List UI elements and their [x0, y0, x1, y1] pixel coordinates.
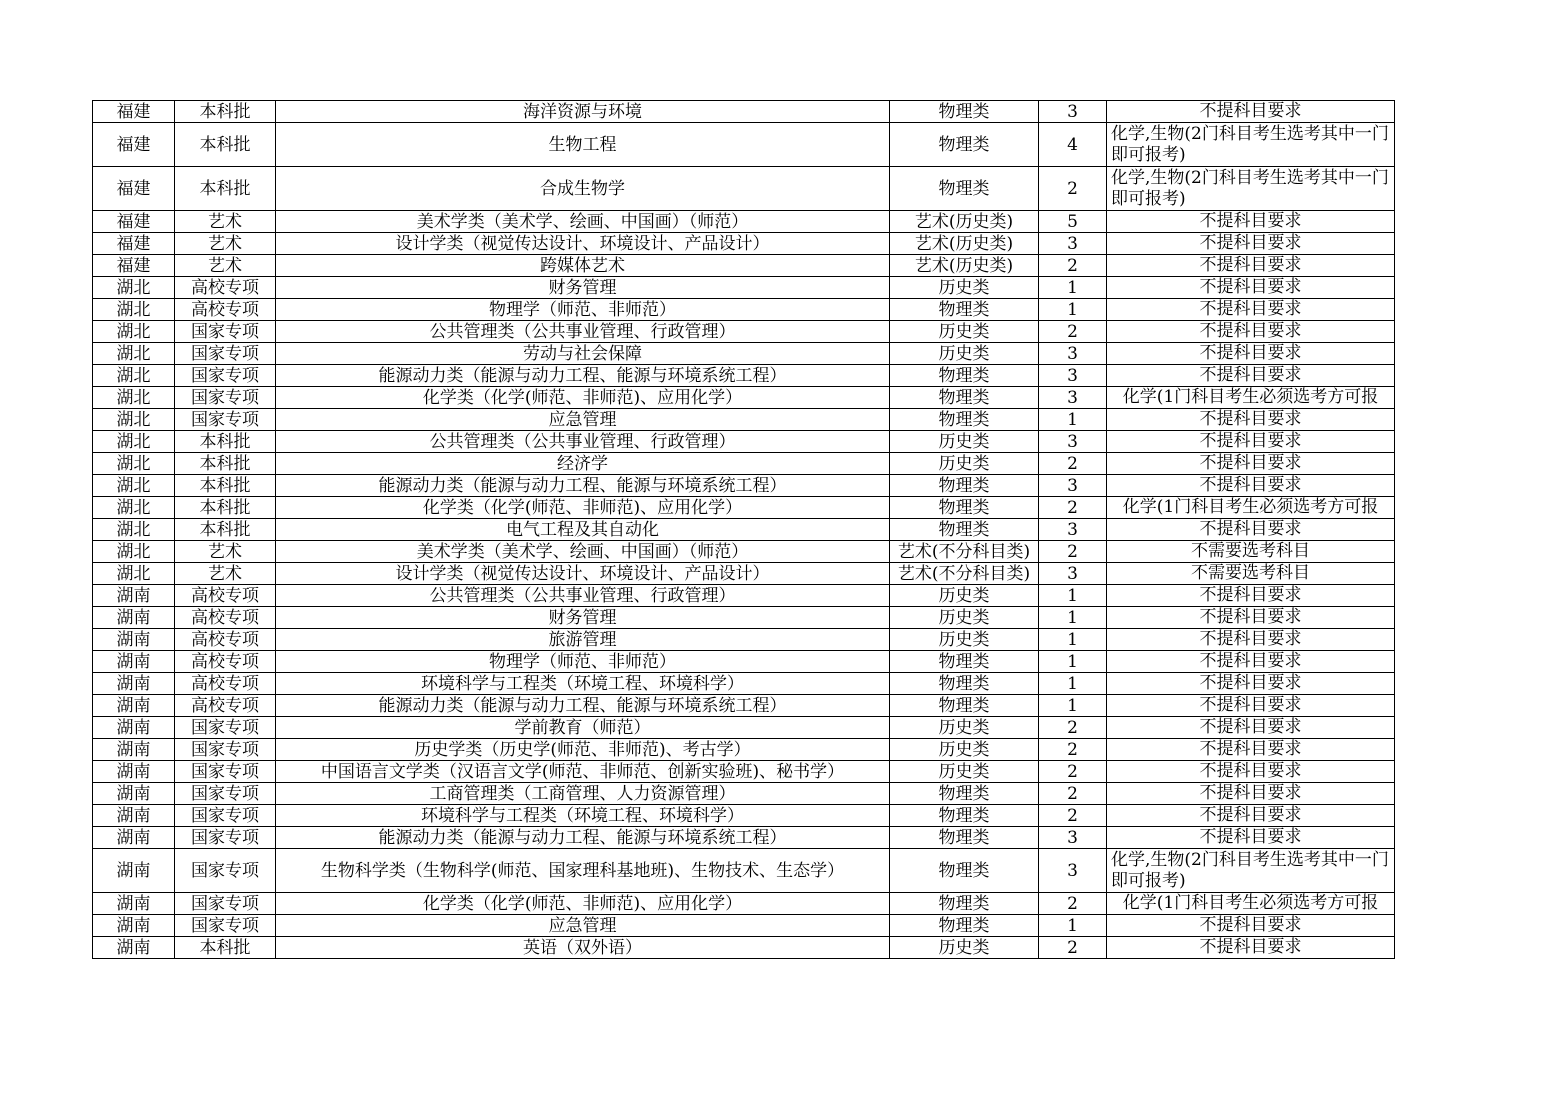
table-row [93, 739, 1395, 761]
batch-cell: 国家专项 [175, 739, 276, 761]
batch-cell: 艺术 [175, 233, 276, 255]
major-cell: 历史学类（历史学(师范、非师范)、考古学） [276, 739, 890, 761]
batch-cell: 国家专项 [175, 827, 276, 849]
province-cell: 湖南 [93, 585, 175, 607]
batch-cell: 国家专项 [175, 365, 276, 387]
province-cell: 湖南 [93, 761, 175, 783]
plan-count-cell: 2 [1039, 783, 1107, 805]
province-cell: 湖南 [93, 695, 175, 717]
major-cell: 生物工程 [276, 123, 890, 167]
subject-requirement-cell: 不提科目要求 [1107, 717, 1395, 739]
province-cell: 湖北 [93, 299, 175, 321]
plan-count-cell: 1 [1039, 651, 1107, 673]
plan-count-cell: 3 [1039, 101, 1107, 123]
major-cell: 合成生物学 [276, 167, 890, 211]
batch-cell: 本科批 [175, 123, 276, 167]
province-cell: 湖南 [93, 937, 175, 959]
plan-count-cell: 2 [1039, 453, 1107, 475]
major-cell: 化学类（化学(师范、非师范)、应用化学） [276, 387, 890, 409]
major-cell: 公共管理类（公共事业管理、行政管理） [276, 321, 890, 343]
batch-cell: 国家专项 [175, 761, 276, 783]
plan-count-cell: 3 [1039, 563, 1107, 585]
table-row [93, 563, 1395, 585]
major-cell: 美术学类（美术学、绘画、中国画）（师范） [276, 211, 890, 233]
plan-count-cell: 2 [1039, 717, 1107, 739]
subject-requirement-cell: 不提科目要求 [1107, 365, 1395, 387]
plan-count-cell: 3 [1039, 475, 1107, 497]
table-row [93, 761, 1395, 783]
subject-requirement-cell: 不提科目要求 [1107, 585, 1395, 607]
table-row [93, 409, 1395, 431]
category-cell: 物理类 [890, 827, 1039, 849]
table-row [93, 211, 1395, 233]
table-row [93, 783, 1395, 805]
plan-count-cell: 1 [1039, 299, 1107, 321]
major-cell: 应急管理 [276, 915, 890, 937]
major-cell: 能源动力类（能源与动力工程、能源与环境系统工程） [276, 365, 890, 387]
category-cell: 物理类 [890, 299, 1039, 321]
plan-count-cell: 3 [1039, 431, 1107, 453]
category-cell: 物理类 [890, 123, 1039, 167]
subject-requirement-cell: 不提科目要求 [1107, 409, 1395, 431]
subject-requirement-cell: 化学(1门科目考生必须选考方可报 [1107, 387, 1395, 409]
major-cell: 旅游管理 [276, 629, 890, 651]
table-row [93, 475, 1395, 497]
province-cell: 湖北 [93, 431, 175, 453]
subject-requirement-cell: 不提科目要求 [1107, 673, 1395, 695]
batch-cell: 高校专项 [175, 651, 276, 673]
batch-cell: 本科批 [175, 937, 276, 959]
plan-count-cell: 1 [1039, 607, 1107, 629]
plan-count-cell: 3 [1039, 233, 1107, 255]
subject-requirement-cell: 化学,生物(2门科目考生选考其中一门即可报考) [1107, 167, 1395, 211]
plan-count-cell: 3 [1039, 387, 1107, 409]
batch-cell: 高校专项 [175, 607, 276, 629]
category-cell: 历史类 [890, 937, 1039, 959]
province-cell: 湖北 [93, 321, 175, 343]
plan-count-cell: 2 [1039, 255, 1107, 277]
category-cell: 历史类 [890, 585, 1039, 607]
category-cell: 物理类 [890, 387, 1039, 409]
table-row [93, 585, 1395, 607]
province-cell: 湖南 [93, 893, 175, 915]
plan-count-cell: 4 [1039, 123, 1107, 167]
table-row [93, 915, 1395, 937]
subject-requirement-cell: 不提科目要求 [1107, 211, 1395, 233]
province-cell: 湖北 [93, 519, 175, 541]
subject-requirement-cell: 化学(1门科目考生必须选考方可报 [1107, 497, 1395, 519]
subject-requirement-cell: 不提科目要求 [1107, 519, 1395, 541]
major-cell: 设计学类（视觉传达设计、环境设计、产品设计） [276, 563, 890, 585]
major-cell: 应急管理 [276, 409, 890, 431]
subject-requirement-cell: 不提科目要求 [1107, 321, 1395, 343]
batch-cell: 本科批 [175, 101, 276, 123]
plan-count-cell: 2 [1039, 167, 1107, 211]
batch-cell: 国家专项 [175, 321, 276, 343]
category-cell: 艺术(历史类) [890, 211, 1039, 233]
batch-cell: 艺术 [175, 541, 276, 563]
batch-cell: 艺术 [175, 255, 276, 277]
batch-cell: 本科批 [175, 431, 276, 453]
batch-cell: 高校专项 [175, 585, 276, 607]
table-row [93, 541, 1395, 563]
subject-requirement-cell: 不提科目要求 [1107, 475, 1395, 497]
major-cell: 跨媒体艺术 [276, 255, 890, 277]
category-cell: 物理类 [890, 673, 1039, 695]
category-cell: 历史类 [890, 717, 1039, 739]
major-cell: 公共管理类（公共事业管理、行政管理） [276, 585, 890, 607]
province-cell: 湖南 [93, 849, 175, 893]
major-cell: 设计学类（视觉传达设计、环境设计、产品设计） [276, 233, 890, 255]
batch-cell: 国家专项 [175, 343, 276, 365]
subject-requirement-cell: 不提科目要求 [1107, 255, 1395, 277]
batch-cell: 本科批 [175, 475, 276, 497]
category-cell: 物理类 [890, 783, 1039, 805]
category-cell: 物理类 [890, 805, 1039, 827]
province-cell: 福建 [93, 101, 175, 123]
table-row [93, 299, 1395, 321]
province-cell: 湖北 [93, 453, 175, 475]
plan-count-cell: 1 [1039, 695, 1107, 717]
major-cell: 能源动力类（能源与动力工程、能源与环境系统工程） [276, 475, 890, 497]
batch-cell: 本科批 [175, 167, 276, 211]
province-cell: 福建 [93, 167, 175, 211]
category-cell: 历史类 [890, 739, 1039, 761]
province-cell: 湖北 [93, 277, 175, 299]
category-cell: 物理类 [890, 651, 1039, 673]
table-row [93, 827, 1395, 849]
subject-requirement-cell: 不提科目要求 [1107, 277, 1395, 299]
batch-cell: 本科批 [175, 497, 276, 519]
table-row [93, 431, 1395, 453]
subject-requirement-cell: 不提科目要求 [1107, 761, 1395, 783]
subject-requirement-cell: 不提科目要求 [1107, 299, 1395, 321]
category-cell: 艺术(历史类) [890, 255, 1039, 277]
table-row [93, 123, 1395, 167]
province-cell: 湖南 [93, 673, 175, 695]
table-row [93, 387, 1395, 409]
major-cell: 公共管理类（公共事业管理、行政管理） [276, 431, 890, 453]
subject-requirement-cell: 化学,生物(2门科目考生选考其中一门即可报考) [1107, 123, 1395, 167]
major-cell: 物理学（师范、非师范） [276, 651, 890, 673]
province-cell: 湖南 [93, 629, 175, 651]
table-row [93, 277, 1395, 299]
category-cell: 物理类 [890, 915, 1039, 937]
category-cell: 历史类 [890, 629, 1039, 651]
category-cell: 物理类 [890, 695, 1039, 717]
table-row [93, 321, 1395, 343]
table-row [93, 233, 1395, 255]
province-cell: 湖南 [93, 827, 175, 849]
major-cell: 化学类（化学(师范、非师范)、应用化学） [276, 893, 890, 915]
category-cell: 历史类 [890, 277, 1039, 299]
subject-requirement-cell: 不需要选考科目 [1107, 563, 1395, 585]
major-cell: 英语（双外语） [276, 937, 890, 959]
category-cell: 物理类 [890, 167, 1039, 211]
province-cell: 湖南 [93, 607, 175, 629]
subject-requirement-cell: 不提科目要求 [1107, 783, 1395, 805]
subject-requirement-cell: 不提科目要求 [1107, 343, 1395, 365]
province-cell: 湖南 [93, 739, 175, 761]
plan-count-cell: 2 [1039, 937, 1107, 959]
batch-cell: 高校专项 [175, 629, 276, 651]
table-row [93, 365, 1395, 387]
major-cell: 化学类（化学(师范、非师范)、应用化学） [276, 497, 890, 519]
category-cell: 物理类 [890, 849, 1039, 893]
category-cell: 物理类 [890, 409, 1039, 431]
subject-requirement-cell: 不提科目要求 [1107, 629, 1395, 651]
major-cell: 美术学类（美术学、绘画、中国画）（师范） [276, 541, 890, 563]
major-cell: 劳动与社会保障 [276, 343, 890, 365]
major-cell: 工商管理类（工商管理、人力资源管理） [276, 783, 890, 805]
major-cell: 经济学 [276, 453, 890, 475]
plan-count-cell: 2 [1039, 497, 1107, 519]
batch-cell: 本科批 [175, 519, 276, 541]
province-cell: 福建 [93, 233, 175, 255]
table-row [93, 519, 1395, 541]
category-cell: 物理类 [890, 475, 1039, 497]
major-cell: 财务管理 [276, 277, 890, 299]
major-cell: 海洋资源与环境 [276, 101, 890, 123]
province-cell: 湖北 [93, 343, 175, 365]
plan-count-cell: 3 [1039, 849, 1107, 893]
province-cell: 湖南 [93, 915, 175, 937]
plan-count-cell: 2 [1039, 321, 1107, 343]
plan-count-cell: 2 [1039, 739, 1107, 761]
plan-count-cell: 1 [1039, 673, 1107, 695]
table-row [93, 695, 1395, 717]
table-row [93, 651, 1395, 673]
table-row [93, 937, 1395, 959]
subject-requirement-cell: 不提科目要求 [1107, 101, 1395, 123]
table-row [93, 167, 1395, 211]
category-cell: 历史类 [890, 343, 1039, 365]
category-cell: 艺术(历史类) [890, 233, 1039, 255]
major-cell: 能源动力类（能源与动力工程、能源与环境系统工程） [276, 695, 890, 717]
batch-cell: 高校专项 [175, 673, 276, 695]
province-cell: 湖南 [93, 651, 175, 673]
batch-cell: 国家专项 [175, 849, 276, 893]
batch-cell: 艺术 [175, 211, 276, 233]
table-row [93, 101, 1395, 123]
province-cell: 湖北 [93, 563, 175, 585]
plan-count-cell: 3 [1039, 365, 1107, 387]
plan-count-cell: 3 [1039, 343, 1107, 365]
batch-cell: 国家专项 [175, 387, 276, 409]
major-cell: 能源动力类（能源与动力工程、能源与环境系统工程） [276, 827, 890, 849]
plan-count-cell: 3 [1039, 519, 1107, 541]
category-cell: 物理类 [890, 519, 1039, 541]
subject-requirement-cell: 不提科目要求 [1107, 651, 1395, 673]
province-cell: 福建 [93, 123, 175, 167]
category-cell: 物理类 [890, 893, 1039, 915]
category-cell: 物理类 [890, 365, 1039, 387]
category-cell: 历史类 [890, 607, 1039, 629]
table-row [93, 453, 1395, 475]
major-cell: 环境科学与工程类（环境工程、环境科学） [276, 805, 890, 827]
plan-count-cell: 1 [1039, 629, 1107, 651]
province-cell: 湖北 [93, 497, 175, 519]
province-cell: 福建 [93, 211, 175, 233]
table-row [93, 717, 1395, 739]
plan-count-cell: 1 [1039, 585, 1107, 607]
table-row [93, 607, 1395, 629]
batch-cell: 国家专项 [175, 783, 276, 805]
category-cell: 物理类 [890, 497, 1039, 519]
subject-requirement-cell: 不提科目要求 [1107, 805, 1395, 827]
plan-count-cell: 1 [1039, 277, 1107, 299]
plan-count-cell: 1 [1039, 915, 1107, 937]
plan-count-cell: 2 [1039, 761, 1107, 783]
province-cell: 湖北 [93, 409, 175, 431]
batch-cell: 国家专项 [175, 915, 276, 937]
subject-requirement-cell: 不提科目要求 [1107, 915, 1395, 937]
batch-cell: 高校专项 [175, 299, 276, 321]
province-cell: 湖北 [93, 475, 175, 497]
plan-count-cell: 3 [1039, 827, 1107, 849]
table-row [93, 343, 1395, 365]
subject-requirement-cell: 不提科目要求 [1107, 827, 1395, 849]
subject-requirement-cell: 不提科目要求 [1107, 937, 1395, 959]
batch-cell: 国家专项 [175, 717, 276, 739]
batch-cell: 国家专项 [175, 409, 276, 431]
table-row [93, 893, 1395, 915]
province-cell: 湖南 [93, 805, 175, 827]
batch-cell: 高校专项 [175, 277, 276, 299]
category-cell: 历史类 [890, 453, 1039, 475]
major-cell: 财务管理 [276, 607, 890, 629]
major-cell: 中国语言文学类（汉语言文学(师范、非师范、创新实验班)、秘书学） [276, 761, 890, 783]
category-cell: 历史类 [890, 431, 1039, 453]
batch-cell: 国家专项 [175, 893, 276, 915]
province-cell: 湖北 [93, 387, 175, 409]
batch-cell: 国家专项 [175, 805, 276, 827]
subject-requirement-cell: 化学,生物(2门科目考生选考其中一门即可报考) [1107, 849, 1395, 893]
table-body [93, 101, 1395, 959]
table-row [93, 805, 1395, 827]
category-cell: 历史类 [890, 321, 1039, 343]
batch-cell: 高校专项 [175, 695, 276, 717]
subject-requirement-cell: 不提科目要求 [1107, 695, 1395, 717]
category-cell: 物理类 [890, 101, 1039, 123]
table-row [93, 255, 1395, 277]
batch-cell: 艺术 [175, 563, 276, 585]
major-cell: 学前教育（师范） [276, 717, 890, 739]
plan-count-cell: 2 [1039, 805, 1107, 827]
batch-cell: 本科批 [175, 453, 276, 475]
plan-count-cell: 1 [1039, 409, 1107, 431]
major-cell: 生物科学类（生物科学(师范、国家理科基地班)、生物技术、生态学） [276, 849, 890, 893]
plan-count-cell: 2 [1039, 541, 1107, 563]
subject-requirement-cell: 化学(1门科目考生必须选考方可报 [1107, 893, 1395, 915]
province-cell: 湖北 [93, 541, 175, 563]
major-cell: 电气工程及其自动化 [276, 519, 890, 541]
table-row [93, 673, 1395, 695]
table-row [93, 497, 1395, 519]
province-cell: 湖北 [93, 365, 175, 387]
admission-plan-table [92, 100, 1395, 959]
category-cell: 艺术(不分科目类) [890, 541, 1039, 563]
subject-requirement-cell: 不提科目要求 [1107, 431, 1395, 453]
major-cell: 物理学（师范、非师范） [276, 299, 890, 321]
major-cell: 环境科学与工程类（环境工程、环境科学） [276, 673, 890, 695]
subject-requirement-cell: 不提科目要求 [1107, 233, 1395, 255]
subject-requirement-cell: 不需要选考科目 [1107, 541, 1395, 563]
table-row [93, 849, 1395, 893]
subject-requirement-cell: 不提科目要求 [1107, 453, 1395, 475]
plan-count-cell: 5 [1039, 211, 1107, 233]
province-cell: 福建 [93, 255, 175, 277]
plan-count-cell: 2 [1039, 893, 1107, 915]
category-cell: 历史类 [890, 761, 1039, 783]
subject-requirement-cell: 不提科目要求 [1107, 607, 1395, 629]
province-cell: 湖南 [93, 783, 175, 805]
province-cell: 湖南 [93, 717, 175, 739]
category-cell: 艺术(不分科目类) [890, 563, 1039, 585]
subject-requirement-cell: 不提科目要求 [1107, 739, 1395, 761]
table-row [93, 629, 1395, 651]
